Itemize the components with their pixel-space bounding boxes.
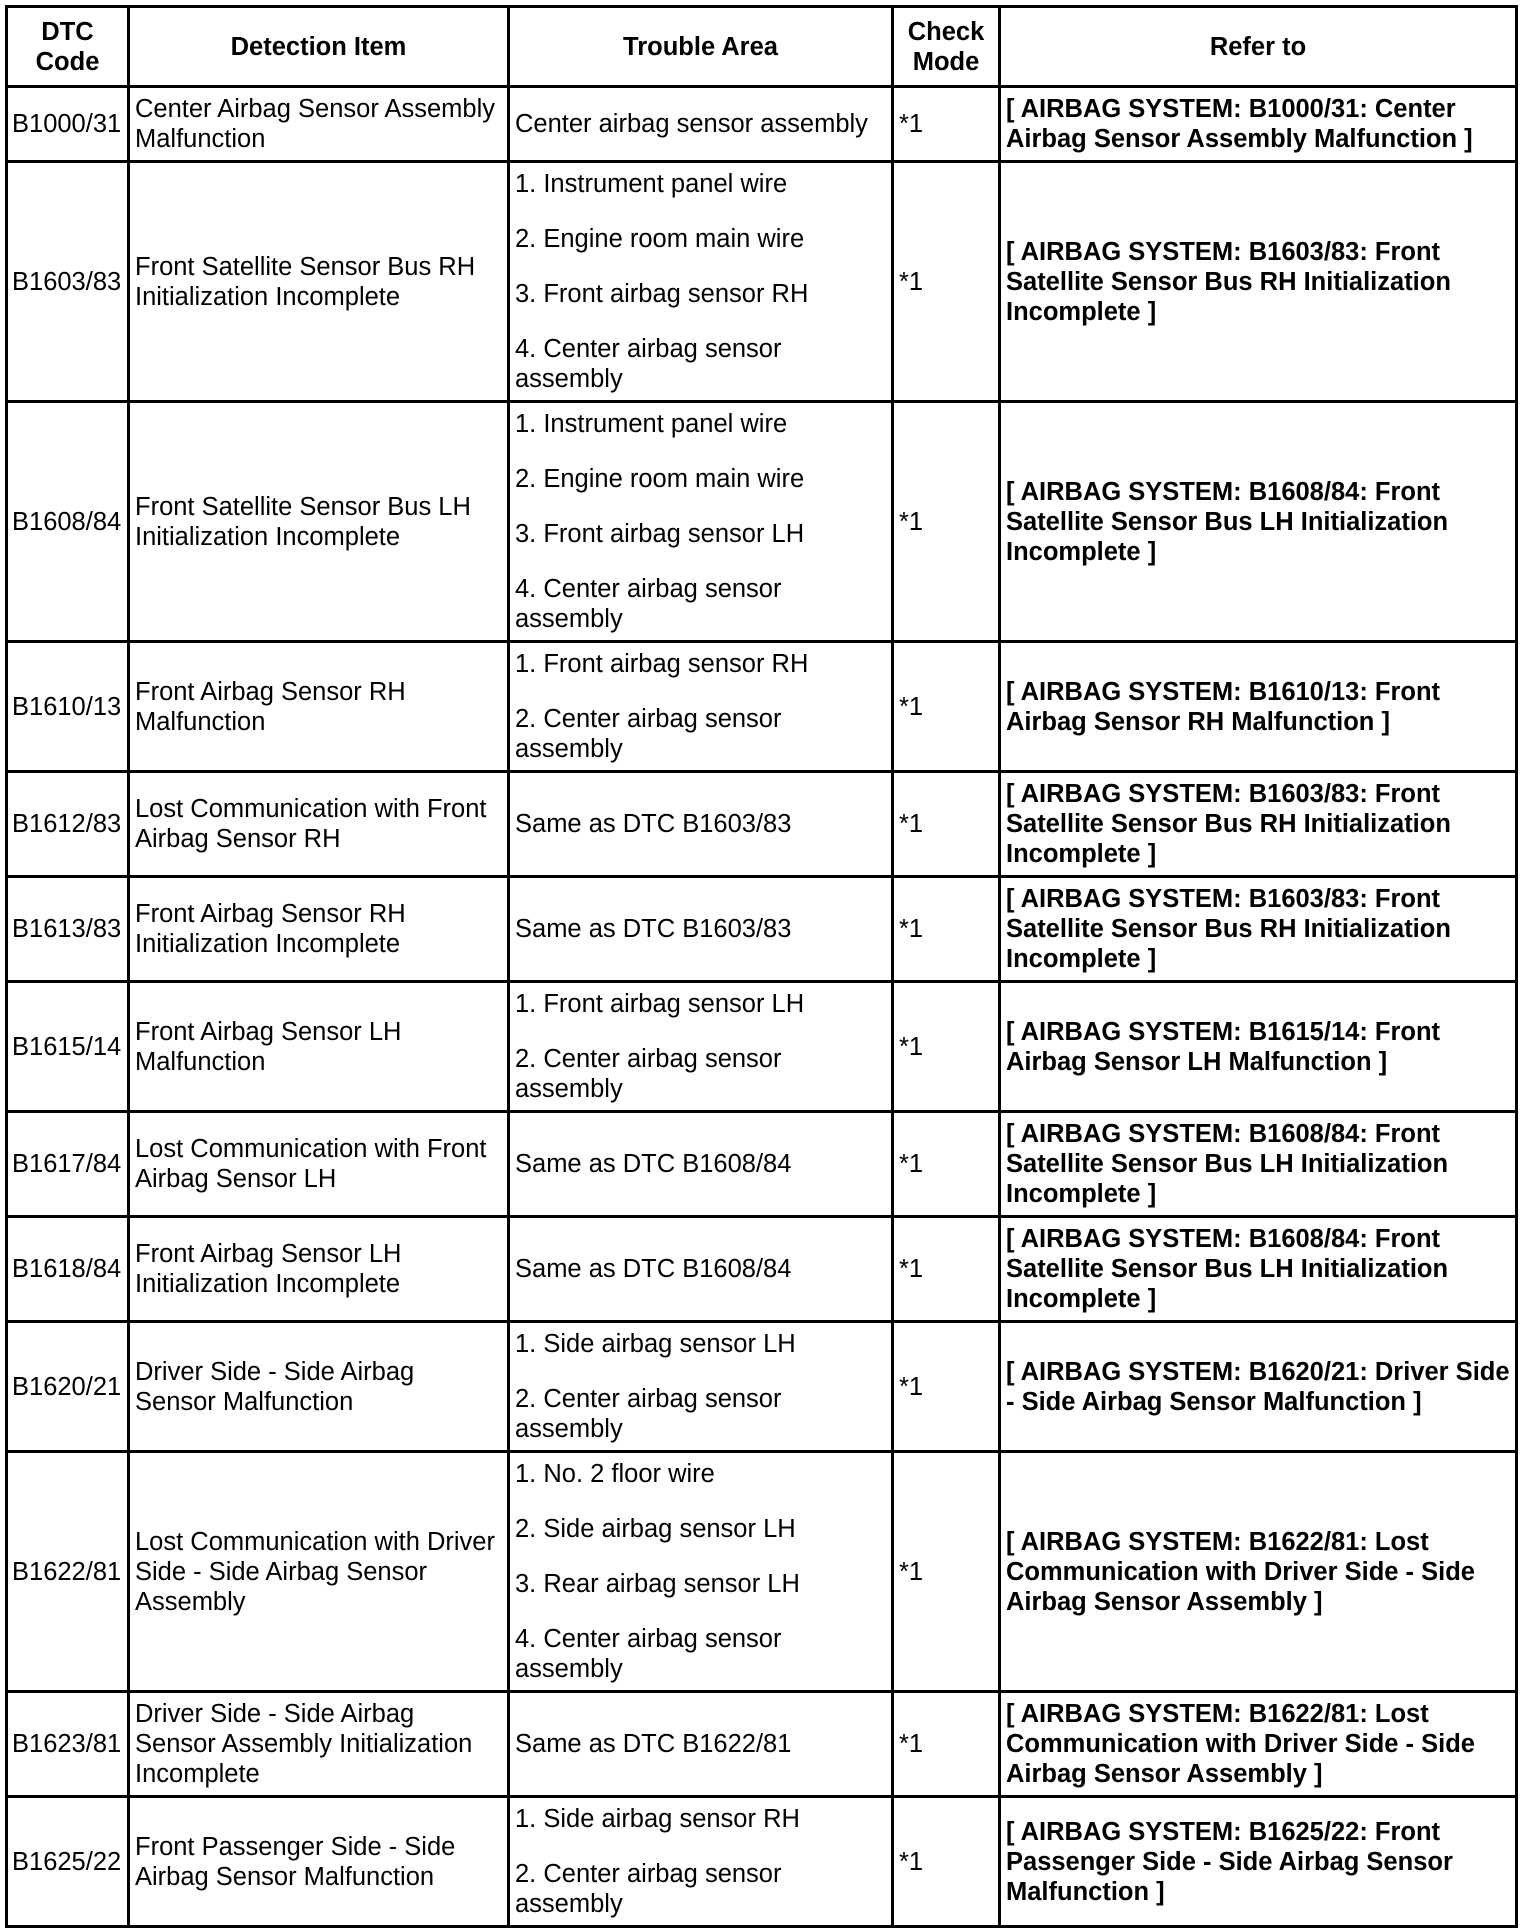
table-row <box>7 1692 1517 1797</box>
trouble-area-item: 1. Front airbag sensor LH <box>515 990 805 1018</box>
trouble-area-item: 3. Rear airbag sensor LH <box>515 1570 800 1598</box>
refer-to-cell: [ AIRBAG SYSTEM: B1622/81: Lost Communication with Driver Side - Side Airbag Sensor Assembly ] <box>1000 1692 1517 1797</box>
detection-item-cell: Center Airbag Sensor Assembly Malfunction <box>129 87 509 162</box>
header-detection-item: Detection Item <box>129 7 509 87</box>
detection-item-cell: Front Satellite Sensor Bus RH Initialization Incomplete <box>129 162 509 402</box>
trouble-area-cell <box>509 402 893 642</box>
trouble-area-list <box>515 1804 886 1919</box>
trouble-area-item: 2. Side airbag sensor LH <box>515 1515 796 1543</box>
detection-item-cell: Lost Communication with Front Airbag Sensor RH <box>129 772 509 877</box>
trouble-area-list <box>515 989 886 1104</box>
table-row <box>7 162 1517 402</box>
table-row <box>7 1322 1517 1452</box>
refer-to-cell: [ AIRBAG SYSTEM: B1603/83: Front Satellite Sensor Bus RH Initialization Incomplete ] <box>1000 162 1517 402</box>
trouble-area-item: Same as DTC B1603/83 <box>515 915 792 943</box>
check-mode-cell: *1 <box>893 402 1000 642</box>
refer-to-cell: [ AIRBAG SYSTEM: B1622/81: Lost Communication with Driver Side - Side Airbag Sensor Assembly ] <box>1000 1452 1517 1692</box>
detection-item-cell: Driver Side - Side Airbag Sensor Assembly Initialization Incomplete <box>129 1692 509 1797</box>
table-row <box>7 1112 1517 1217</box>
refer-to-cell: [ AIRBAG SYSTEM: B1603/83: Front Satellite Sensor Bus RH Initialization Incomplete ] <box>1000 877 1517 982</box>
trouble-area-item: 2. Center airbag sensor assembly <box>515 705 782 763</box>
refer-to-cell: [ AIRBAG SYSTEM: B1603/83: Front Satellite Sensor Bus RH Initialization Incomplete ] <box>1000 772 1517 877</box>
refer-to-cell: [ AIRBAG SYSTEM: B1608/84: Front Satellite Sensor Bus LH Initialization Incomplete ] <box>1000 402 1517 642</box>
detection-item-cell: Front Airbag Sensor LH Initialization Incomplete <box>129 1217 509 1322</box>
dtc-code-cell: B1608/84 <box>7 402 129 642</box>
trouble-area-cell <box>509 1112 893 1217</box>
header-trouble-area: Trouble Area <box>509 7 893 87</box>
dtc-code-cell: B1620/21 <box>7 1322 129 1452</box>
dtc-table <box>5 5 1518 1928</box>
trouble-area-item: Same as DTC B1608/84 <box>515 1150 792 1178</box>
trouble-area-item: 2. Engine room main wire <box>515 465 805 493</box>
detection-item-cell: Front Passenger Side - Side Airbag Sensor Malfunction <box>129 1797 509 1927</box>
dtc-code-cell: B1622/81 <box>7 1452 129 1692</box>
table-row <box>7 877 1517 982</box>
trouble-area-cell <box>509 982 893 1112</box>
dtc-code-cell: B1618/84 <box>7 1217 129 1322</box>
trouble-area-list <box>515 1729 886 1759</box>
trouble-area-cell <box>509 87 893 162</box>
dtc-code-cell: B1603/83 <box>7 162 129 402</box>
check-mode-cell: *1 <box>893 1797 1000 1927</box>
trouble-area-list <box>515 169 886 394</box>
trouble-area-list <box>515 1254 886 1284</box>
refer-to-cell: [ AIRBAG SYSTEM: B1610/13: Front Airbag Sensor RH Malfunction ] <box>1000 642 1517 772</box>
trouble-area-item: 3. Front airbag sensor RH <box>515 280 809 308</box>
check-mode-cell: *1 <box>893 1322 1000 1452</box>
table-row <box>7 772 1517 877</box>
dtc-code-cell: B1000/31 <box>7 87 129 162</box>
trouble-area-item: 3. Front airbag sensor LH <box>515 520 805 548</box>
table-row <box>7 982 1517 1112</box>
trouble-area-item: Same as DTC B1622/81 <box>515 1730 792 1758</box>
trouble-area-list <box>515 649 886 764</box>
trouble-area-item: 2. Engine room main wire <box>515 225 805 253</box>
trouble-area-item: 2. Center airbag sensor assembly <box>515 1860 782 1918</box>
trouble-area-item: Same as DTC B1603/83 <box>515 810 792 838</box>
trouble-area-list <box>515 109 886 139</box>
header-check-mode: Check Mode <box>893 7 1000 87</box>
check-mode-cell: *1 <box>893 1692 1000 1797</box>
trouble-area-item: 4. Center airbag sensor assembly <box>515 575 782 633</box>
detection-item-cell: Front Airbag Sensor RH Malfunction <box>129 642 509 772</box>
trouble-area-item: 1. Front airbag sensor RH <box>515 650 809 678</box>
trouble-area-item: 1. Side airbag sensor RH <box>515 1805 800 1833</box>
trouble-area-item: 1. Side airbag sensor LH <box>515 1330 796 1358</box>
trouble-area-item: 2. Center airbag sensor assembly <box>515 1385 782 1443</box>
trouble-area-item: Same as DTC B1608/84 <box>515 1255 792 1283</box>
trouble-area-item: 4. Center airbag sensor assembly <box>515 335 782 393</box>
check-mode-cell: *1 <box>893 87 1000 162</box>
check-mode-cell: *1 <box>893 877 1000 982</box>
refer-to-cell: [ AIRBAG SYSTEM: B1620/21: Driver Side - Side Airbag Sensor Malfunction ] <box>1000 1322 1517 1452</box>
dtc-code-cell: B1613/83 <box>7 877 129 982</box>
trouble-area-cell <box>509 1217 893 1322</box>
check-mode-cell: *1 <box>893 1452 1000 1692</box>
refer-to-cell: [ AIRBAG SYSTEM: B1000/31: Center Airbag Sensor Assembly Malfunction ] <box>1000 87 1517 162</box>
dtc-code-cell: B1617/84 <box>7 1112 129 1217</box>
dtc-code-cell: B1615/14 <box>7 982 129 1112</box>
detection-item-cell: Lost Communication with Front Airbag Sensor LH <box>129 1112 509 1217</box>
header-refer-to: Refer to <box>1000 7 1517 87</box>
trouble-area-item: 1. Instrument panel wire <box>515 170 788 198</box>
detection-item-cell: Lost Communication with Driver Side - Side Airbag Sensor Assembly <box>129 1452 509 1692</box>
trouble-area-cell <box>509 877 893 982</box>
trouble-area-list <box>515 914 886 944</box>
trouble-area-cell <box>509 1692 893 1797</box>
dtc-code-cell: B1612/83 <box>7 772 129 877</box>
trouble-area-item: Center airbag sensor assembly <box>515 110 868 138</box>
refer-to-cell: [ AIRBAG SYSTEM: B1615/14: Front Airbag Sensor LH Malfunction ] <box>1000 982 1517 1112</box>
trouble-area-item: 2. Center airbag sensor assembly <box>515 1045 782 1103</box>
header-dtc-code: DTC Code <box>7 7 129 87</box>
dtc-code-cell: B1623/81 <box>7 1692 129 1797</box>
trouble-area-cell <box>509 162 893 402</box>
table-header-row <box>7 7 1517 87</box>
refer-to-cell: [ AIRBAG SYSTEM: B1608/84: Front Satellite Sensor Bus LH Initialization Incomplete ] <box>1000 1112 1517 1217</box>
check-mode-cell: *1 <box>893 1217 1000 1322</box>
check-mode-cell: *1 <box>893 772 1000 877</box>
trouble-area-cell <box>509 642 893 772</box>
trouble-area-item: 1. No. 2 floor wire <box>515 1460 715 1488</box>
trouble-area-list <box>515 409 886 634</box>
table-row <box>7 1217 1517 1322</box>
table-row <box>7 1452 1517 1692</box>
trouble-area-list <box>515 1149 886 1179</box>
dtc-code-cell: B1610/13 <box>7 642 129 772</box>
table-row <box>7 87 1517 162</box>
table-row <box>7 642 1517 772</box>
table-body <box>7 87 1517 1927</box>
check-mode-cell: *1 <box>893 642 1000 772</box>
trouble-area-list <box>515 809 886 839</box>
trouble-area-list <box>515 1329 886 1444</box>
detection-item-cell: Front Satellite Sensor Bus LH Initialization Incomplete <box>129 402 509 642</box>
refer-to-cell: [ AIRBAG SYSTEM: B1608/84: Front Satellite Sensor Bus LH Initialization Incomplete ] <box>1000 1217 1517 1322</box>
table-row <box>7 402 1517 642</box>
trouble-area-item: 4. Center airbag sensor assembly <box>515 1625 782 1683</box>
detection-item-cell: Driver Side - Side Airbag Sensor Malfunction <box>129 1322 509 1452</box>
dtc-code-cell: B1625/22 <box>7 1797 129 1927</box>
trouble-area-item: 1. Instrument panel wire <box>515 410 788 438</box>
trouble-area-cell <box>509 1797 893 1927</box>
table-row <box>7 1797 1517 1927</box>
check-mode-cell: *1 <box>893 162 1000 402</box>
dtc-table-container <box>5 5 1515 1928</box>
detection-item-cell: Front Airbag Sensor LH Malfunction <box>129 982 509 1112</box>
trouble-area-cell <box>509 772 893 877</box>
refer-to-cell: [ AIRBAG SYSTEM: B1625/22: Front Passenger Side - Side Airbag Sensor Malfunction ] <box>1000 1797 1517 1927</box>
trouble-area-cell <box>509 1452 893 1692</box>
trouble-area-cell <box>509 1322 893 1452</box>
trouble-area-list <box>515 1459 886 1684</box>
detection-item-cell: Front Airbag Sensor RH Initialization Incomplete <box>129 877 509 982</box>
check-mode-cell: *1 <box>893 1112 1000 1217</box>
check-mode-cell: *1 <box>893 982 1000 1112</box>
